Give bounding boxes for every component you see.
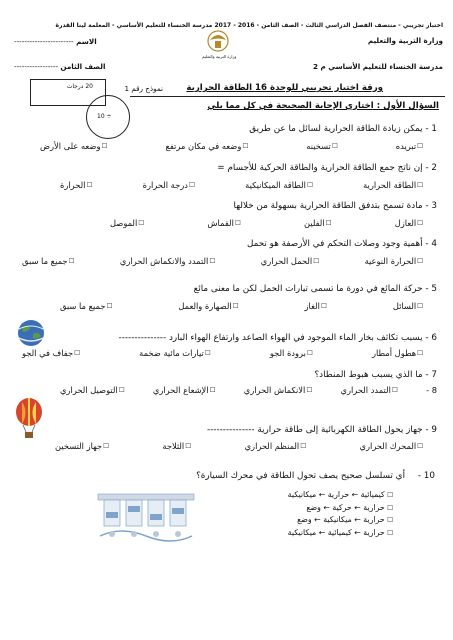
class-row xyxy=(14,62,105,71)
hot-air-balloon-image xyxy=(14,398,44,440)
question-5-text: حركة المائع في دورة ما تسمى تيارات الحمل لكن ما معنى مائع xyxy=(193,284,423,294)
question-3-text: مادة تسمح بتدفق الطاقة الحرارية بسهولة من خلالها xyxy=(233,201,423,211)
question-4-option-c[interactable] xyxy=(120,256,215,266)
chain-step: وضع xyxy=(297,515,312,524)
question-1-stem xyxy=(249,124,437,134)
question-5-stem xyxy=(194,284,437,294)
question-2-option-d[interactable] xyxy=(60,180,92,190)
option-label: الصهارة والعمل xyxy=(178,301,232,311)
checkbox-icon[interactable]: ☐ xyxy=(204,349,211,357)
option-label: الطاقة الميكانيكية xyxy=(245,180,306,190)
question-2-number: 2 - xyxy=(425,163,437,173)
arrow-left-icon: ← xyxy=(354,527,361,537)
question-7-stem xyxy=(314,370,437,380)
score-circle xyxy=(86,95,130,139)
question-2-option-a[interactable] xyxy=(363,180,423,190)
question-3-option-b[interactable] xyxy=(304,218,331,228)
question-9-option-c[interactable] xyxy=(162,441,191,451)
checkbox-icon[interactable]: ☐ xyxy=(86,181,93,189)
question-2-text: إن ناتج جمع الطاقة الحرارية والطاقة الحركية للأجسام = xyxy=(217,163,423,173)
question-2-options xyxy=(60,180,423,190)
section-title xyxy=(207,101,439,111)
option-label: درجة الحرارة xyxy=(142,180,188,190)
arrow-left-icon: ← xyxy=(351,490,359,499)
checkbox-icon[interactable]: ☐ xyxy=(300,442,307,450)
question-4-option-b[interactable] xyxy=(261,256,319,266)
header-divider xyxy=(130,96,445,97)
class-label: الصف الثامن xyxy=(60,62,106,71)
option-label: العازل xyxy=(394,218,417,228)
question-2-option-b[interactable] xyxy=(245,180,313,190)
arrow-left-icon: ← xyxy=(354,515,361,524)
question-1-options xyxy=(40,141,423,151)
question-10-stem xyxy=(196,471,435,481)
question-8-options xyxy=(60,385,437,395)
checkbox-icon[interactable]: ☐ xyxy=(417,349,423,357)
checkbox-icon[interactable]: ☐ xyxy=(331,142,338,150)
checkbox-icon[interactable]: ☐ xyxy=(106,302,113,310)
student-name-row xyxy=(14,37,97,46)
question-8-number-text: 8 - xyxy=(426,385,437,395)
option-label: برودة الجو xyxy=(269,348,306,358)
chain-step: حرارية xyxy=(363,527,385,537)
arrow-left-icon: ← xyxy=(318,490,326,499)
checkbox-icon[interactable]: ☐ xyxy=(209,257,216,265)
question-10-chains xyxy=(288,489,393,539)
question-6-text: يسبب تكاثف بخار الماء الموجود في الهواء الصاعد وارتفاع الهواء البارد --------------- xyxy=(118,333,423,343)
question-7-text: ما الذي يسبب هبوط المنطاد؟ xyxy=(314,370,423,380)
question-9-options xyxy=(55,441,423,451)
chain-step: حركية xyxy=(332,502,352,512)
question-9-option-b[interactable] xyxy=(245,441,307,451)
exam-title-text: ورقة اختبار تجريبي للوحدة 16 الطاقة الحرارية xyxy=(186,83,383,93)
exam-title xyxy=(186,83,383,93)
option-label: تسخينه xyxy=(306,141,331,151)
checkbox-icon[interactable]: ☐ xyxy=(417,219,423,227)
question-10-text: أي تسلسل صحيح يصف تحول الطاقة في محرك السيارة؟ xyxy=(196,471,406,481)
checkbox-icon[interactable]: ☐ xyxy=(103,442,109,450)
question-1-option-a[interactable] xyxy=(396,141,423,151)
question-9-option-d[interactable] xyxy=(55,441,109,451)
option-label: جميع ما سبق xyxy=(22,256,68,266)
question-1-option-b[interactable] xyxy=(306,141,337,151)
option-label: تبريده xyxy=(395,141,417,151)
question-5-options xyxy=(60,301,423,311)
option-label: التمدد الحراري xyxy=(340,385,391,395)
question-8-option-d[interactable] xyxy=(60,385,125,395)
option-label: السائل xyxy=(392,301,417,311)
chain-step: كيميائية xyxy=(327,527,352,537)
checkbox-icon[interactable]: ☐ xyxy=(417,442,423,450)
checkbox-icon[interactable]: ☐ xyxy=(118,386,125,394)
checkbox-icon[interactable]: ☐ xyxy=(391,386,398,394)
question-5-option-b[interactable] xyxy=(305,301,327,311)
model-label: نموذج رقم 1 xyxy=(124,84,163,93)
ministry-emblem xyxy=(200,28,236,62)
question-5-option-a[interactable] xyxy=(393,301,423,311)
checkbox-icon[interactable]: ☐ xyxy=(101,142,108,150)
question-3-number: 3 - xyxy=(425,201,437,211)
option-label: الفلين xyxy=(304,218,325,228)
option-label: الطاقة الحرارية xyxy=(363,180,417,190)
question-1-number: 1 - xyxy=(425,124,437,134)
option-label: الإشعاع الحراري xyxy=(152,385,209,395)
checkbox-icon[interactable]: ☐ xyxy=(209,386,216,394)
option-label: وضعه على الأرض xyxy=(40,141,101,151)
question-1-text: يمكن زيادة الطاقة الحرارية لسائل ما عن طريق xyxy=(249,124,423,134)
option-label: تيارات مائية ضخمة xyxy=(139,348,204,358)
question-4-option-d[interactable] xyxy=(22,256,74,266)
car-engine-image xyxy=(96,486,196,548)
chain-step: كيميائية xyxy=(360,490,385,499)
checkbox-icon[interactable]: ☐ xyxy=(306,386,313,394)
question-4-number: 4 - xyxy=(425,239,437,249)
score-circle-text: 10 ÷ xyxy=(97,113,112,120)
chain-step: ميكانيكية xyxy=(323,515,352,524)
question-6-option-d[interactable] xyxy=(22,348,80,358)
question-8-number xyxy=(426,385,437,395)
question-10-option-b[interactable] xyxy=(288,502,393,515)
question-6-option-c[interactable] xyxy=(139,348,210,358)
option-label: هطول أمطار xyxy=(371,348,417,358)
question-1-option-d[interactable] xyxy=(40,141,107,151)
checkbox-icon[interactable]: ☐ xyxy=(138,219,145,227)
checkbox-icon[interactable]: ☐ xyxy=(387,503,393,512)
option-label: وضعه في مكان مرتفع xyxy=(165,141,242,151)
score-box-text: 20 درجات xyxy=(66,83,93,90)
question-9-number: 9 - xyxy=(425,425,437,435)
checkbox-icon[interactable]: ☐ xyxy=(232,302,239,310)
question-5-option-c[interactable] xyxy=(178,301,238,311)
arrow-left-icon: ← xyxy=(318,527,326,537)
class-dashes[interactable]: ----------------- xyxy=(14,62,59,71)
question-8-option-c[interactable] xyxy=(153,385,216,395)
option-label: جميع ما سبق xyxy=(60,301,106,311)
ministry-name: وزارة التربية والتعليم xyxy=(367,36,443,45)
option-label: الانكماش الحراري xyxy=(243,385,306,395)
school-name: مدرسة الخنساء للتعليم الأساسي م 2 xyxy=(313,62,443,71)
question-10-option-c[interactable] xyxy=(288,514,393,527)
checkbox-icon[interactable]: ☐ xyxy=(306,181,313,189)
option-label: القماش xyxy=(207,218,234,228)
chain-step: ميكانيكية xyxy=(287,527,317,537)
option-label: الحمل الحراري xyxy=(260,256,313,266)
checkbox-icon[interactable]: ☐ xyxy=(387,528,393,537)
checkbox-icon[interactable]: ☐ xyxy=(320,302,327,310)
question-9-option-a[interactable] xyxy=(360,441,423,451)
option-label: الغاز xyxy=(304,301,320,311)
chain-step: وضع xyxy=(306,502,321,512)
checkbox-icon[interactable]: ☐ xyxy=(234,219,241,227)
question-6-number: 6 - xyxy=(425,333,437,343)
question-1-option-c[interactable] xyxy=(165,141,248,151)
earth-icon xyxy=(14,318,48,348)
earth-atmosphere-image xyxy=(14,318,48,348)
question-10-option-d[interactable] xyxy=(288,527,393,540)
checkbox-icon[interactable]: ☐ xyxy=(387,516,393,524)
question-3-options xyxy=(110,218,423,228)
checkbox-icon[interactable]: ☐ xyxy=(417,181,423,189)
engine-cylinders-icon xyxy=(96,486,196,548)
checkbox-icon[interactable]: ☐ xyxy=(417,257,423,265)
checkbox-icon[interactable]: ☐ xyxy=(306,349,313,357)
question-5-number: 5 - xyxy=(425,284,437,294)
checkbox-icon[interactable]: ☐ xyxy=(387,491,393,499)
question-9-text: جهاز يحول الطاقة الكهربائية إلى طاقة حرارية --------------- xyxy=(206,425,423,435)
checkbox-icon[interactable]: ☐ xyxy=(417,142,423,150)
option-label: الموصل xyxy=(110,218,138,228)
question-2-stem xyxy=(217,163,437,173)
option-label: الحرارة xyxy=(60,180,86,190)
question-3-option-c[interactable] xyxy=(207,218,240,228)
chain-step: حرارية xyxy=(327,490,350,499)
question-6-options xyxy=(22,348,423,358)
option-label: الحرارة النوعية xyxy=(364,256,417,266)
question-7-number: 7 - xyxy=(425,370,437,380)
question-10-number: 10 - xyxy=(417,471,435,481)
checkbox-icon[interactable]: ☐ xyxy=(313,257,320,265)
checkbox-icon[interactable]: ☐ xyxy=(185,442,192,450)
checkbox-icon[interactable]: ☐ xyxy=(74,349,80,357)
question-4-option-a[interactable] xyxy=(365,256,423,266)
option-label: المحرك الحراري xyxy=(359,441,417,451)
section-title-text: السؤال الأول : اختاري الإجابة الصحيحة في كل مما يلي xyxy=(207,101,439,111)
header-top-line: اختبار تجريبي - منتصف الفصل الدراسي الثالث - الصف الثامن - 2016 - 2017 مدرسة الخنساء للتعليم الأساسي - المعلمة لينا القدرة xyxy=(55,22,443,29)
checkbox-icon[interactable]: ☐ xyxy=(242,142,249,150)
question-9-stem xyxy=(207,425,437,435)
question-6-stem xyxy=(119,333,437,343)
balloon-icon xyxy=(14,398,44,440)
option-label: التمدد والانكماش الحراري xyxy=(119,256,209,266)
question-3-option-a[interactable] xyxy=(395,218,423,228)
question-4-text: أهمية وجود وصلات التحكم في الأرصفة هو تحمل xyxy=(246,239,423,249)
question-10-option-a[interactable] xyxy=(288,489,393,502)
question-2-option-c[interactable] xyxy=(143,180,195,190)
question-3-option-d[interactable] xyxy=(110,218,144,228)
question-8-option-b[interactable] xyxy=(244,385,312,395)
question-6-option-a[interactable] xyxy=(372,348,423,358)
chain-step: حرارية xyxy=(363,515,385,524)
option-label: الثلاجة xyxy=(162,441,185,451)
option-label: جفاف في الجو xyxy=(22,348,74,358)
question-5-option-d[interactable] xyxy=(60,301,112,311)
question-8-option-a[interactable] xyxy=(341,385,398,395)
option-label: المنظم الحراري xyxy=(244,441,300,451)
name-label: الاسم xyxy=(73,37,97,46)
checkbox-icon[interactable]: ☐ xyxy=(188,181,195,189)
chain-step: حرارية xyxy=(363,502,385,512)
arrow-left-icon: ← xyxy=(354,502,361,512)
chain-step: ميكانيكية xyxy=(287,490,317,499)
name-dashes[interactable]: ----------------------- xyxy=(14,37,74,46)
checkbox-icon[interactable]: ☐ xyxy=(417,302,423,310)
question-6-option-b[interactable] xyxy=(270,348,313,358)
arrow-left-icon: ← xyxy=(323,502,330,512)
checkbox-icon[interactable]: ☐ xyxy=(325,219,332,227)
emblem-caption: وزارة التربية والتعليم xyxy=(202,54,237,59)
checkbox-icon[interactable]: ☐ xyxy=(68,257,75,265)
option-label: التوصيل الحراري xyxy=(60,385,118,395)
option-label: جهاز التسخين xyxy=(55,441,103,451)
question-4-options xyxy=(22,256,423,266)
question-3-stem xyxy=(234,201,437,211)
question-4-stem xyxy=(247,239,437,249)
arrow-left-icon: ← xyxy=(314,515,321,524)
